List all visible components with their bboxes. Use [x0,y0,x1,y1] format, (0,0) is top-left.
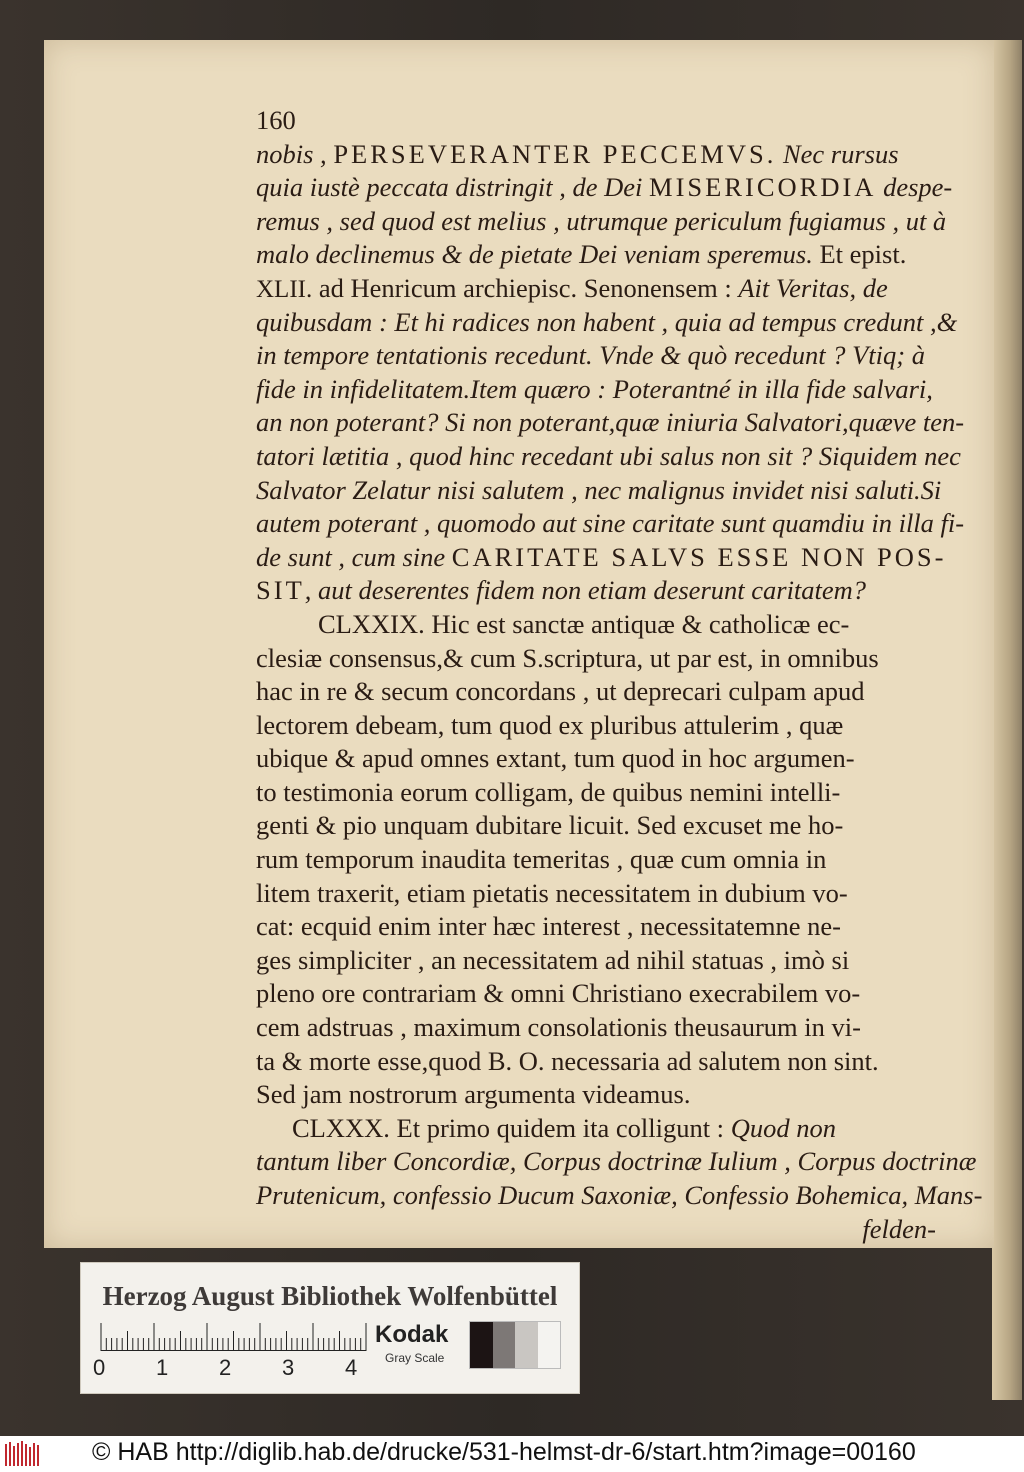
gray-swatch [470,1322,493,1368]
gray-swatch [493,1322,516,1368]
ruler-number: 4 [345,1355,358,1380]
text-span: MISERICORDIA [649,172,877,203]
text-line [256,205,947,239]
text-line [256,541,947,575]
text-span: CARITATE SALVS ESSE NON POS- [451,541,947,572]
text-span: Prutenicum, confessio Ducum Saxoniæ, Confessio Bohemica, Mans- [256,1180,983,1210]
text-span: CLXXX. Et primo quidem ita colligunt : [292,1112,731,1143]
text-span: despe- [876,172,953,203]
text-span: Nec rursus [776,138,899,169]
ruler-number: 1 [156,1355,169,1380]
text-span: PERSEVERANTER PECCEMVS. [333,138,777,169]
copyright-url: © HAB http://diglib.hab.de/drucke/531-helmst-dr-6/start.htm?image=00160 [92,1438,916,1466]
text-span: Ait Veritas, de [738,272,888,303]
text-line [256,272,936,306]
text-span: remus , sed quod est melius , utrumque periculum fugiamus , ut à [256,205,947,236]
text-span: ubique & apud omnes extant, tum quod in hoc argumen- [256,743,855,774]
page-number: 160 [256,105,296,135]
text-span: fide in infidelitatem.Item quæro : Poterantné in illa fide salvari, [256,373,933,404]
text-span: an non poterant? Si non poterant,quæ iniuria Salvatori,quæve ten- [256,407,965,438]
text-line [256,709,936,743]
text-line [256,809,936,843]
gray-swatch [538,1322,561,1368]
text-span: pleno ore contrariam & omni Christiano execrabilem vo- [256,978,861,1009]
text-span: quia iustè peccata distringit , de Dei [256,172,650,203]
footer-bar [0,1436,1024,1472]
text-line [256,977,936,1011]
text-span: ad Henricum archiepisc. Senonensem : [312,272,739,303]
text-line [256,138,936,172]
text-line [256,1045,936,1079]
text-span: rum temporum inaudita temeritas , quæ cum omnia in [256,844,827,875]
text-span: malo declinemus & de pietate Dei veniam speremus. [256,239,813,270]
text-span: nobis , [256,138,334,169]
text-span: CLXXIX. Hic est sanctæ antiquæ & catholicæ ec- [318,608,850,639]
text-span: litem traxerit, etiam pietatis necessitatem in dubium vo- [256,877,848,908]
kodak-logo: Kodak [375,1321,449,1348]
text-span: XLII. [256,275,313,303]
text-span: clesiæ consensus,& cum S.scriptura, ut par est, in omnibus [256,642,879,673]
text-line [256,474,942,508]
text-span: quibusdam : Et hi radices non habent , quia ad tempus credunt ,& [256,306,958,337]
text-line [256,642,936,676]
text-line [256,171,953,205]
text-span: Et epist. [812,239,907,270]
text-line [256,238,936,272]
text-span: in tempore tentationis recedunt. Vnde & quò recedunt ? Vtiq; à [256,340,925,371]
ruler-number: 0 [93,1355,106,1380]
gray-scale-caption: Gray Scale [385,1351,445,1365]
text-span: cem adstruas , maximum consolationis theusaurum in vi- [256,1012,861,1043]
text-line [256,574,936,608]
gray-swatches [469,1321,561,1369]
text-line [256,339,936,373]
text-span: Sed jam nostrorum argumenta videamus. [256,1079,691,1110]
text-line [256,1213,936,1247]
text-span: de sunt , cum sine [256,541,452,572]
text-span: ta & morte esse,quod B. O. necessaria ad salutem non sint. [256,1045,879,1076]
text-line [256,306,958,340]
text-line [256,675,936,709]
ruler-number: 2 [219,1355,232,1380]
text-span: hac in re & secum concordans , ut deprecari culpam apud [256,676,865,707]
hab-barcode-icon [4,1440,44,1468]
text-line [256,507,965,541]
text-line [256,1078,936,1112]
text-line [256,944,936,978]
text-span: felden- [862,1213,936,1244]
text-line [256,1112,936,1146]
text-lines [256,138,983,1247]
text-span: lectorem debeam, tum quod ex pluribus attulerim , quæ [256,709,844,740]
text-span: SIT [256,575,305,606]
ruler-numbers [93,1355,393,1383]
text-line [256,373,936,407]
text-span: , aut deserentes fidem non etiam deserunt caritatem? [304,575,867,606]
page-edge [992,40,1022,1400]
text-line [256,1011,936,1045]
text-span: to testimonia eorum colligam, de quibus nemini intelli- [256,776,841,807]
text-line [256,742,936,776]
text-line [256,1145,977,1179]
text-span: genti & pio unquam dubitare licuit. Sed excuset me ho- [256,810,844,841]
text-line [256,406,965,440]
text-span: tatori lætitia , quod hinc recedant ubi salus non sit ? Siquidem nec [256,440,961,471]
text-span: ges simpliciter , an necessitatem ad nihil statuas , imò si [256,944,850,975]
library-label [80,1262,580,1394]
text-span: tantum liber Concordiæ, Corpus doctrinæ Iulium , Corpus doctrinæ [256,1146,977,1177]
text-line [256,877,936,911]
ruler-scale [97,1321,373,1351]
text-span: Salvator Zelatur nisi salutem , nec malignus invidet nisi saluti.Si [256,474,942,505]
page-text [256,104,983,1246]
text-span: cat: ecquid enim inter hæc interest , necessitatemne ne- [256,911,841,942]
text-span: Quod non [730,1112,836,1143]
text-line [256,910,936,944]
text-line [256,440,961,474]
ruler-number: 3 [282,1355,295,1380]
library-name: Herzog August Bibliothek Wolfenbüttel [102,1281,558,1311]
text-line [256,608,936,642]
text-span: autem poterant , quomodo aut sine caritate sunt quamdiu in illa fi- [256,508,965,539]
text-line [256,843,936,877]
gray-swatch [515,1322,538,1368]
text-line [256,776,936,810]
text-line [256,1179,983,1213]
